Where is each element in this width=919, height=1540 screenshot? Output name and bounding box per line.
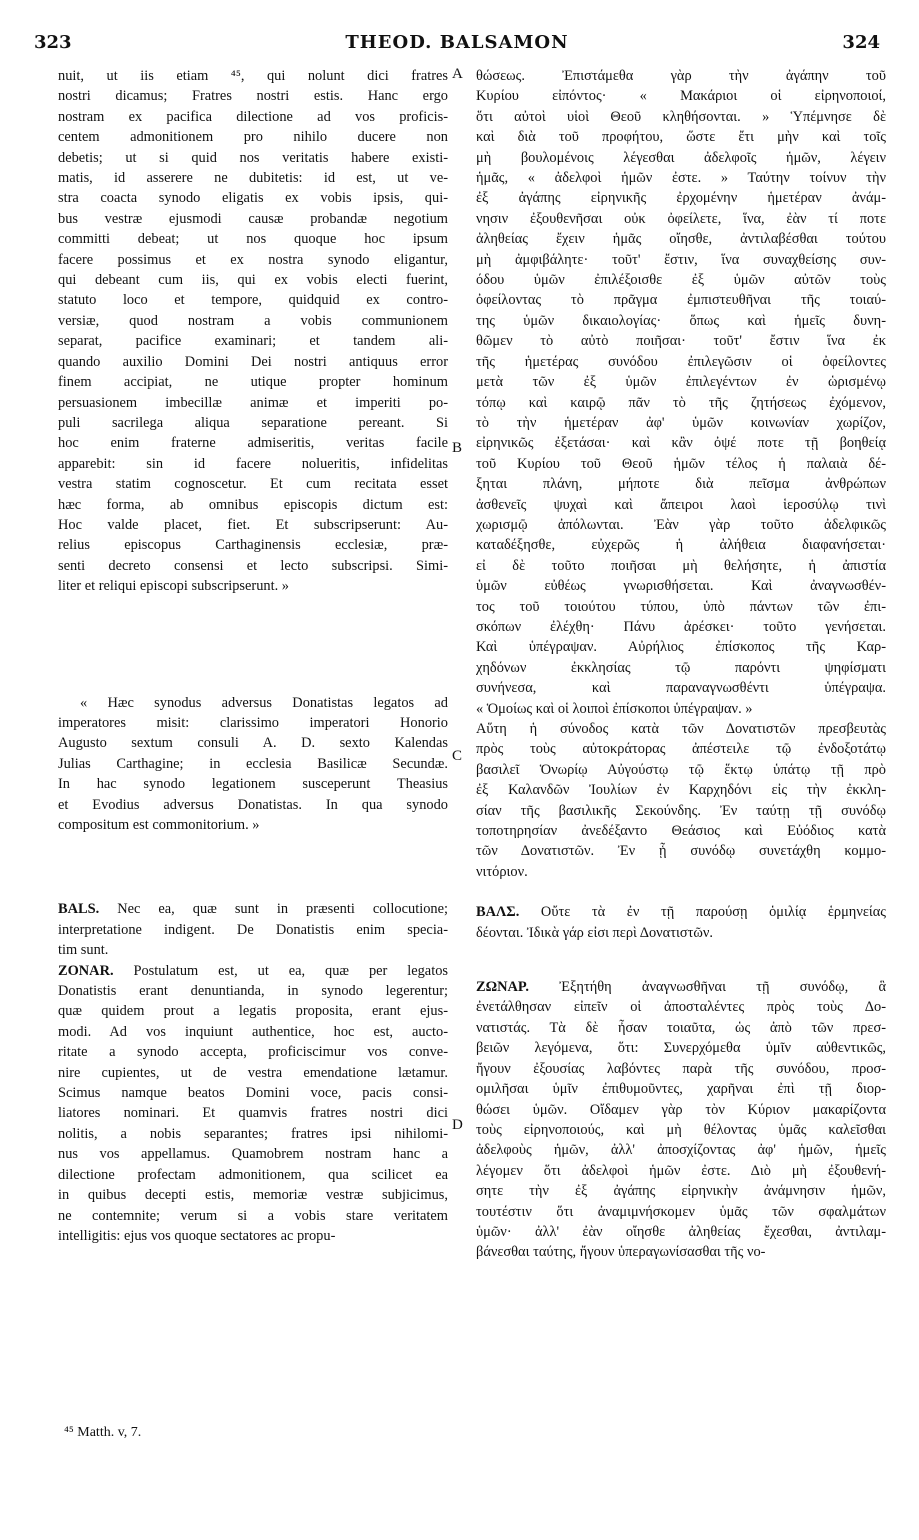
text-line: ἀληθείας ἔχειν ἡμᾶς οἴησθε, ἀντιλαβέσθαι τούτου xyxy=(476,231,886,248)
text-line: relius episcopus Carthaginensis ecclesiæ, præ- xyxy=(58,537,448,554)
text-line: ne contemnite; verum si a vobis stare veritatem xyxy=(58,1207,448,1224)
text-line: ΒΑΛΣ. Οὔτε τὰ ἐν τῇ παρούσῃ ὁμιλίᾳ ἑρμηνείας xyxy=(476,904,886,921)
text-line: μετὰ τῶν ἐξ ὑμῶν ἐπιλεγέντων ἐν ὡρισμένῳ xyxy=(476,374,886,391)
text-line: compositum est commonitorium. » xyxy=(58,817,260,833)
text-line: ομιλῆσαι ὑμῖν ἐπιθυμοῦντες, χαρῆναι ἐπὶ τῇ διορ- xyxy=(476,1081,886,1098)
text-line: BALS. Nec ea, quæ sunt in præsenti collocutione; xyxy=(58,901,448,918)
margin-letter-d: D xyxy=(452,1117,463,1133)
latin-zonar-commentary xyxy=(58,961,448,1247)
page-number-right: 324 xyxy=(842,32,880,53)
text-line: facere possimus et ex nostra synodo eligantur, xyxy=(58,251,448,268)
text-line: εἰ δὲ τοῦτο ποιῆσαι μὴ θελήσητε, ἡ ἀπιστία xyxy=(476,557,886,574)
greek-bals-commentary xyxy=(476,902,886,943)
text-line: χωρισμῷ ἀπόλωνται. Ἐὰν γὰρ τοῦτο ἀδελφικῶς xyxy=(476,516,886,533)
text-line: nire cupientes, ut de vestra emendatione lætamur. xyxy=(58,1064,448,1081)
text-line: βασιλεῖ Ὁνωρίῳ Αὐγούστῳ τῷ ἕκτῳ ὑπάτῳ τῇ πρὸ xyxy=(476,761,886,778)
text-line: nostri dicamus; Fratres nostri estis. Hanc ergo xyxy=(58,88,448,105)
text-line: ΖΩΝΑΡ. Ἐξητήθη ἀναγνωσθῆναι τῇ συνόδῳ, ἃ xyxy=(476,979,886,996)
text-line: νιτόριον. xyxy=(476,863,528,880)
text-line: imperatores misit: clarissimo imperatori Honorio xyxy=(58,714,448,731)
text-line: όδου ὑμῶν ἐπιλέξοισθε ἐξ ὑμῶν αὐτῶν τοὺς xyxy=(476,272,886,289)
text-line: μὴ βουλομένοις λέγεσθαι ἀδελφοῖς ἡμῶν, λέγειν xyxy=(476,149,886,166)
text-line: νατιστάς. Τὰ δὲ ἦσαν τοιαῦτα, ὡς ἀπὸ τῶν πρεσ- xyxy=(476,1019,886,1036)
margin-letter-a: A xyxy=(452,66,463,82)
text-line: hæc forma, ab omnibus episcopis dictum est: xyxy=(58,496,448,513)
text-line: θώσει ὑμῶν. Οἴδαμεν γὰρ τὸν Κύριον μακαρίζοντα xyxy=(476,1101,886,1118)
text-line: bus vestræ ejusmodi causæ probandæ negotium xyxy=(58,210,448,227)
text-line: interpretatione indigent. De Donatistis enim specia- xyxy=(58,921,448,938)
text-line: τόπῳ καὶ καιρῷ πᾶν τὸ τῆς ζητήσεως ἐχόμενον, xyxy=(476,394,886,411)
text-line: συνήνεσα, καὶ παραναγνωσθέντι ὑπέγραψα. xyxy=(476,680,886,697)
text-line: τῶν Δονατιστῶν. Ἐν ᾗ συνόδῳ συνετάχθη κομμο- xyxy=(476,843,886,860)
text-line: σίαν τῆς βασιλικῆς Σεκούνδης. Ἐν ταύτῃ τῇ συνόδῳ xyxy=(476,802,886,819)
text-line: versiæ, quod nostram a vobis communionem xyxy=(58,312,448,329)
text-line: θώσεως. Ἐπιστάμεθα γὰρ τὴν ἀγάπην τοῦ xyxy=(476,68,886,84)
greek-zonar-commentary xyxy=(476,977,886,1263)
text-line: βειῶν λεγόμενα, ὅτι: Συνερχόμεθα ὑμῖν αὐθεντικῶς, xyxy=(476,1040,886,1057)
text-line: ἐνετάλθησαν εἰπεῖν οἱ ἀποσταλέντες πρὸς τοὺς Δο- xyxy=(476,999,886,1016)
text-line: ἡμᾶς, « ἀδελφοὶ ἡμῶν ἐστε. » Ταύτην τοίνυν τὴν xyxy=(476,170,886,187)
text-line: nuit, ut iis etiam ⁴⁵, qui nolunt dici fratres xyxy=(58,68,448,84)
text-line: χηδόνων ἐκκλησίας τῷ παρόντι ψηφίσματι xyxy=(476,659,886,676)
text-line: centem admonitionem pro nihilo ducere non xyxy=(58,129,448,146)
text-line: tim sunt. xyxy=(58,942,109,959)
text-line: ἐξ Καλανδῶν Ἰουλίων ἐν Καρχηδόνι εἰς τὴν ἐκκλη- xyxy=(476,782,886,799)
text-line: statuto loco et tempore, quidquid ex contro- xyxy=(58,292,448,309)
text-line: matis, id asserere ne dubitetis: id est, ut ve- xyxy=(58,170,448,187)
text-line: της ὑμῶν δικαιολογίας· ὅπως καὶ ἡμεῖς δυνη- xyxy=(476,312,886,329)
text-line: stra coacta synodo eligatis ex vobis ipsis, qui- xyxy=(58,190,448,207)
text-line: persuasionem imbecillæ animæ et imperiti po- xyxy=(58,394,448,411)
text-line: ἐξ ἀγάπης εἰρηνικῆς ἐρχομένην ἡμετέραν ἀνάμ- xyxy=(476,190,886,207)
latin-column xyxy=(58,66,448,1246)
text-line: τοὺς εἰρηνοποιούς, καὶ μὴ θέλοντας ὑμᾶς καλεῖσθαι xyxy=(476,1121,886,1138)
text-line: καὶ διὰ τοῦ προφήτου, ὥστε ἔτι μὴν καὶ τοῖς xyxy=(476,129,886,146)
text-line: dilectione profectam admonitionem, qua scilicet ea xyxy=(58,1166,448,1183)
text-line: ritate a synodo accepta, proficiscimur vos conve- xyxy=(58,1044,448,1061)
text-line: senti decreto consensi et lecto subscripsi. Simi- xyxy=(58,557,448,574)
latin-quote-legation xyxy=(58,693,448,836)
text-line: λέγομεν ὅτι ἀδελφοὶ ἡμῶν ἐστε. Διὸ μὴ ἐξουθενή- xyxy=(476,1162,886,1179)
text-line: δέονται. Ἰδικὰ γάρ εἰσι περὶ Δονατιστῶν. xyxy=(476,924,713,941)
text-line: ἀσθενεῖς ψυχαὶ καὶ ἄπειροι λαοὶ ἱεροσύλῳ τινὶ xyxy=(476,496,886,513)
text-line: τοποτηρησίαν ἀνεδέξαντο Θεάσιος καὶ Εὐόδιος κατὰ xyxy=(476,823,886,840)
text-line: καταδέξησθε, εὐχερῶς ἡ ἀλήθεια διαφανήσεται· xyxy=(476,537,886,554)
text-line: ἀδελφοὺς ἡμῶν, ἀλλ' ἀποσχίζοντας ἀφ' ἡμῶν, ἡμεῖς xyxy=(476,1142,886,1159)
text-line: Hoc valde placet, fiet. Et subscripserunt: Au- xyxy=(58,516,448,533)
commentator-label: ZONAR. xyxy=(58,962,134,979)
margin-letter-b: B xyxy=(452,440,463,456)
commentator-label: ΒΑΛΣ. xyxy=(476,904,541,921)
commentator-label: ΖΩΝΑΡ. xyxy=(476,979,560,996)
text-line: et Evodius adversus Donatistas. In qua synodo xyxy=(58,796,448,813)
text-line: τὸ τὴν ἡμετέραν ἀφ' ὑμῶν κοινωνίαν χωρίζον, xyxy=(476,414,886,431)
text-line: « Ὁμοίως καὶ οἱ λοιποὶ ἐπίσκοποι ὑπέγραψαν. » xyxy=(476,700,753,717)
text-line: τοῦ Κυρίου τοῦ Θεοῦ ἡμῶν τέλος ἡ παλαιὰ δέ- xyxy=(476,455,886,472)
text-line: In hac synodo legationem susceperunt Theasius xyxy=(58,776,448,793)
running-title: THEOD. BALSAMON xyxy=(345,32,569,53)
text-line: τῆς ἡμετέρας συνόδου ἐπιλεγῶσιν οἱ ὀφείλοντες xyxy=(476,353,886,370)
text-line: intelligitis: ejus vos quoque sectatores ac propu- xyxy=(58,1227,336,1244)
text-line: ὀφείλοντας τὸ πρᾶγμα ἐμπιστευθῆναι τῆς τοιαύ- xyxy=(476,292,886,309)
page-header xyxy=(34,30,880,60)
text-line: liatores nominari. Et quamvis fratres nostri dici xyxy=(58,1105,448,1122)
text-line: Julias Carthagine; in ecclesia Basilicæ Secundæ. xyxy=(58,755,448,772)
text-line: quando auxilio Domini Dei nostri antiquus error xyxy=(58,353,448,370)
text-line: ἤγουν ἐξουσίας λαβόντες παρὰ τῆς συνόδου, προσ- xyxy=(476,1060,886,1077)
text-line: quæ quidem prout a legatis proposita, erant ejus- xyxy=(58,1003,448,1020)
text-line: puli sacrilega aliqua separatione pereant. Si xyxy=(58,414,448,431)
text-line: qui debeant cum iis, qui ex vobis electi fuerint, xyxy=(58,272,448,289)
text-line: Donatistis erant denuntianda, in synodo legerentur; xyxy=(58,983,448,1000)
text-line: Scimus namque beatos Domini voce, pacis consi- xyxy=(58,1085,448,1102)
text-line: separat, pacifice examinari; et tandem ali- xyxy=(58,333,448,350)
text-line: Augusto sextum consuli A. D. sexto Kalendas xyxy=(58,735,448,752)
text-line: modi. Ad vos inquiunt authentice, hoc est, aucto- xyxy=(58,1023,448,1040)
text-line: in quibus decepti estis, memoriæ vestræ subjicimus, xyxy=(58,1187,448,1204)
text-line: apparebit: sin id facere nolueritis, infidelitas xyxy=(58,455,448,472)
text-line: Καὶ ὑπέγραψαν. Αὐρήλιος ἐπίσκοπος τῆς Καρ- xyxy=(476,639,886,656)
text-line: liter et reliqui episcopi subscripserunt. » xyxy=(58,578,289,595)
text-line: « Hæc synodus adversus Donatistas legatos ad xyxy=(80,694,448,711)
text-line: εἰρηνικῶς ἐξετάσαι· καὶ κἂν ὀψέ ποτε τῇ βοηθείᾳ xyxy=(476,435,886,452)
latin-bals-commentary xyxy=(58,899,448,960)
text-line: νησιν ἐξουθενῆσαι οὐκ ὀφείλετε, ἵνα, ἐὰν τί ποτε xyxy=(476,210,886,227)
text-line: θῶμεν τὸ αὐτὸ ποιῆσαι· τοῦτ' ἔστιν ἵνα ἐκ xyxy=(476,333,886,350)
greek-quote-legation xyxy=(476,719,886,882)
text-line: ZONAR. Postulatum est, ut ea, quæ per legatos xyxy=(58,962,448,979)
text-line: nostram ex pacifica dilectione ad vos proficis- xyxy=(58,108,448,125)
text-line: Αὕτη ἡ σύνοδος κατὰ τῶν Δονατιστῶν πρεσβευτὰς xyxy=(476,721,886,737)
text-line: hoc enim fraterne admiseritis, veritas facile xyxy=(58,435,448,452)
text-line: μὴ ἀμφιβάλητε· τοῦτ' ἔστιν, ἵνα συναχθείσης συν- xyxy=(476,251,886,268)
text-line: debetis; ut si quid nos veritatis habere existi- xyxy=(58,149,448,166)
text-line: τουτέστιν ὅτι ἀναμιμνήσκομεν ὑμᾶς τῶν σφαλμάτων xyxy=(476,1203,886,1220)
footnote: ⁴⁵ Matth. v, 7. xyxy=(64,1425,142,1440)
text-line: committi debeat; ut nos quoque hoc ipsum xyxy=(58,231,448,248)
text-line: πρὸς τοὺς αὐτοκράτορας ἀπέστειλε τῷ ἐνδοξοτάτῳ xyxy=(476,741,886,758)
text-line: finem accipiat, ne utique propter hominum xyxy=(58,374,448,391)
text-line: Κυρίου εἰπόντος· « Μακάριοι οἱ εἰρηνοποιοί, xyxy=(476,88,886,105)
text-line: τος τοῦ τοιούτου τύπου, ὑπὸ πάντων τῶν ἐπι- xyxy=(476,598,886,615)
text-line: ὅτι αὐτοὶ υἱοὶ Θεοῦ κληθήσονται. » Ὑπέμνησε δὲ xyxy=(476,108,886,125)
commentator-label: BALS. xyxy=(58,901,118,918)
text-line: ὑμῶν· ἀλλ' ἐὰν οἴησθε ἀληθείας ἔχεσθαι, ἀντιλαμ- xyxy=(476,1223,886,1240)
text-line: σκόπων ἐλέχθη· Πάνυ ἀρέσκει· τοῦτο γενήσεται. xyxy=(476,618,886,635)
greek-quote-main xyxy=(476,66,886,719)
latin-quote-main xyxy=(58,66,448,597)
text-line: vestra statim cognoscetur. Et cum recitata esset xyxy=(58,476,448,493)
text-line: βάνεσθαι ταύτης, ἤγουν ὑπεραγωνίσασθαι τῆς νο- xyxy=(476,1244,766,1261)
text-line: σητε τὴν ἐξ ἀγάπης εἰρηνικὴν ἀνάμνησιν ἡμῶν, xyxy=(476,1183,886,1200)
text-line: nolitis, a nobis separantes; fratres ipsi nihilomi- xyxy=(58,1125,448,1142)
margin-letter-c: C xyxy=(452,748,463,764)
text-line: ξηται πλάνη, μήποτε διὰ πεῖσμα ἀνθρώπων xyxy=(476,476,886,493)
text-line: nus vos appellamus. Quamobrem nostram hanc a xyxy=(58,1146,448,1163)
greek-column xyxy=(476,66,886,1263)
page-number-left: 323 xyxy=(34,32,72,53)
text-line: ὑμῶν εὐθέως γνωρισθήσεται. Καὶ ἀναγνωσθέν- xyxy=(476,578,886,595)
